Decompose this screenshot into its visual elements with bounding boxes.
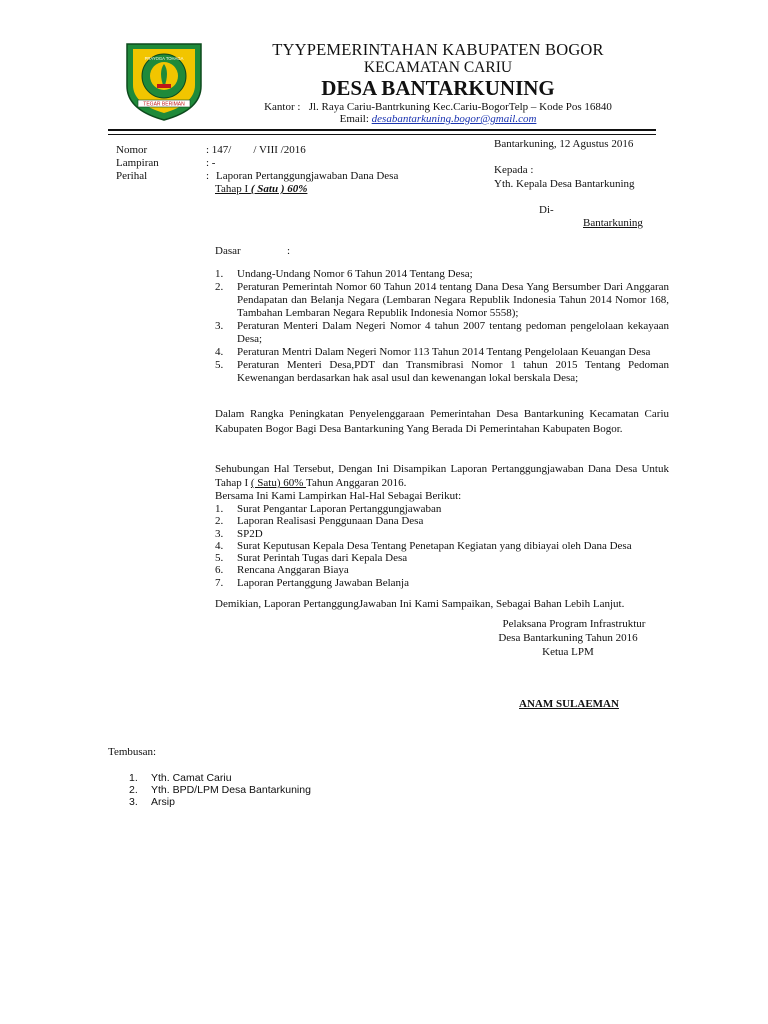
closing-sentence: Demikian, Laporan PertanggungJawaban Ini Kami Sampaikan, Sebagai Bahan Lebih Lanjut.: [215, 598, 625, 610]
header-line1: TYYPEMERINTAHAN KABUPATEN BOGOR: [272, 40, 604, 59]
tembusan-item: 3. Arsip: [129, 796, 175, 808]
signatory-name: ANAM SULAEMAN: [519, 698, 619, 710]
signature-line1: Pelaksana Program Infrastruktur: [502, 618, 646, 630]
attachment-item: 6. Rencana Anggaran Biaya: [215, 564, 349, 577]
dasar-item: 5. Peraturan Menteri Desa,PDT dan Transmibrasi Nomor 1 tahun 2015 Tentang Pedoman Kewenangan berdasarkan hak asal usul dan kewenangan lokal berskala Desa;: [215, 359, 669, 384]
dasar-list: [215, 268, 669, 385]
recipient-place: Bantarkuning: [583, 217, 643, 229]
email-line: [238, 113, 638, 126]
email-label: Email:: [339, 113, 369, 125]
header-line3: DESA BANTARKUNING: [321, 76, 555, 100]
signature-line2: Desa Bantarkuning Tahun 2016: [498, 632, 638, 644]
nomor-value: : 147/ / VIII /2016: [206, 144, 306, 156]
recipient-di: Di-: [539, 204, 554, 216]
office-address-line: Kantor : Jl. Raya Cariu-Bantrkuning Kec.Cariu-BogorTelp – Kode Pos 16840: [264, 101, 612, 113]
header-line2: KECAMATAN CARIU: [363, 59, 513, 76]
body-paragraph-3: Bersama Ini Kami Lampirkan Hal-Hal Sebagai Berikut:: [215, 490, 462, 502]
perihal-colon: :: [206, 170, 210, 182]
attachment-item: 2. Laporan Realisasi Penggunaan Dana Desa: [215, 515, 424, 528]
perihal-label: Perihal: [116, 170, 148, 182]
perihal-tahap: Tahap I: [215, 183, 251, 195]
dasar-item: 3. Peraturan Menteri Dalam Negeri Nomor 4 tahun 2007 tentang pedoman pengelolaan kekayaan Desa;: [215, 320, 669, 345]
recipient-name: Yth. Kepala Desa Bantarkuning: [494, 178, 635, 190]
letter-date: Bantarkuning, 12 Agustus 2016: [494, 138, 634, 150]
dasar-item: 2. Peraturan Pemerintah Nomor 60 Tahun 2014 tentang Dana Desa Yang Bersumber Dari Anggaran Pendapatan dan Belanja Negara (Lembaran Negara Republik Indonesia Tahun 2014 Nomor 168, Tambahan Lembaran Negara Republik Indonesia Nomor 5558);: [215, 281, 669, 319]
attachment-list: [215, 503, 675, 589]
header-rule-thick: [108, 129, 656, 131]
perihal-persen: ( Satu ) 60%: [250, 183, 308, 195]
dasar-colon: :: [287, 245, 291, 257]
tembusan-item: 2. Yth. BPD/LPM Desa Bantarkuning: [129, 784, 311, 796]
nomor-label: Nomor: [116, 144, 148, 156]
header-rule-thin: [108, 134, 656, 135]
email-link[interactable]: desabantarkuning.bogor@gmail.com: [371, 113, 537, 125]
lampiran-label: Lampiran: [116, 157, 159, 169]
perihal-value: Laporan Pertanggungjawaban Dana Desa: [216, 170, 399, 182]
tembusan-label: Tembusan:: [108, 746, 157, 758]
tembusan-list: [129, 772, 429, 808]
attachment-item: 1. Surat Pengantar Laporan Pertanggungjawaban: [215, 503, 442, 515]
dasar-label: Dasar: [215, 245, 241, 257]
attachment-item: 3. SP2D: [215, 527, 263, 540]
office-label: Kantor: [264, 101, 295, 113]
perihal-line2: [215, 183, 307, 196]
logo-top-text: PRAYOGA TOHAGA: [144, 56, 184, 61]
logo-motto: TEGAR BERIMAN: [143, 101, 185, 108]
body-paragraph-1: Dalam Rangka Peningkatan Penyelenggaraan Pemerintahan Desa Bantarkuning Kecamatan Cariu Kabupaten Bogor Bagi Desa Bantarkuning Yang Berada Di Pemerintahan Kabupaten Bogor.: [215, 408, 669, 435]
dasar-item: 1. Undang-Undang Nomor 6 Tahun 2014 Tentang Desa;: [215, 268, 473, 280]
lampiran-value: : -: [206, 157, 216, 169]
tembusan-item: 1. Yth. Camat Cariu: [129, 772, 232, 784]
attachment-item: 4. Surat Keputusan Kepala Desa Tentang Penetapan Kegiatan yang dibiayai oleh Dana Desa: [215, 539, 632, 552]
kepada-label: Kepada :: [494, 164, 534, 176]
dasar-item: 4. Peraturan Mentri Dalam Negeri Nomor 113 Tahun 2014 Tentang Pengelolaan Keuangan Desa: [215, 346, 651, 358]
body-paragraph-2: Sehubungan Hal Tersebut, Dengan Ini Disampikan Laporan Pertanggungjawaban Dana Desa Untuk Tahap I ( Satu) 60% Tahun Anggaran 2016.: [215, 463, 669, 489]
attachment-item: 5. Surat Perintah Tugas dari Kepala Desa: [215, 552, 408, 565]
regency-logo: [124, 40, 204, 122]
attachment-item: 7. Laporan Pertanggung Jawaban Belanja: [215, 576, 409, 589]
office-address: Jl. Raya Cariu-Bantrkuning Kec.Cariu-BogorTelp – Kode Pos 16840: [308, 101, 612, 113]
signature-line3: Ketua LPM: [542, 646, 594, 658]
